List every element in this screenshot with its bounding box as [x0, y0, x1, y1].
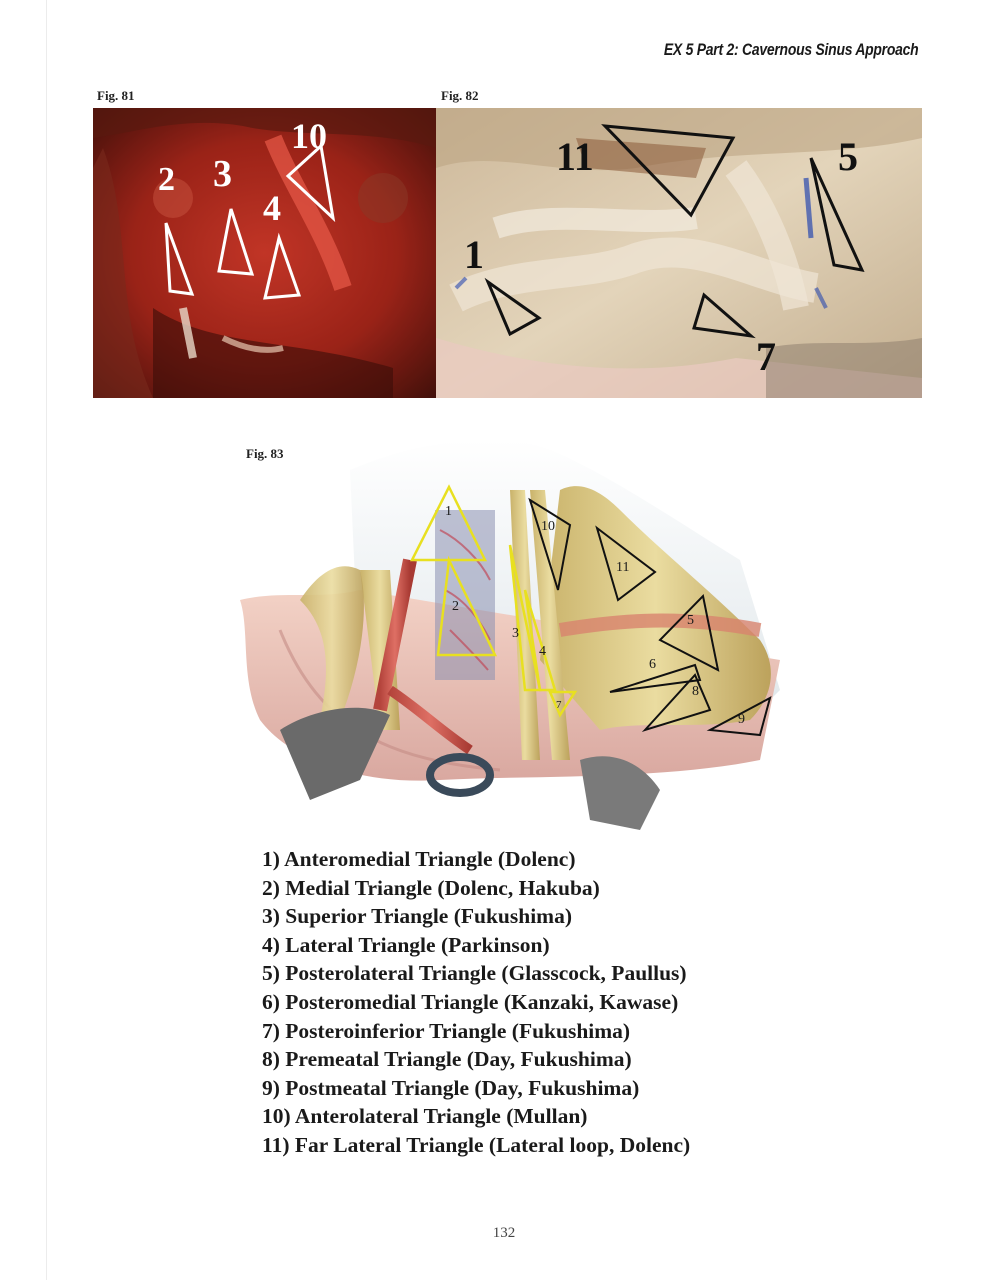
legend-item: 5) Posterolateral Triangle (Glasscock, Paullus)	[262, 961, 687, 986]
fig-83-marker-6: 6	[649, 657, 656, 672]
fig-81-marker-10: 10	[291, 116, 327, 156]
page-edge	[46, 0, 47, 1280]
fig-83-marker-10: 10	[541, 519, 555, 534]
fig-83-marker-2: 2	[452, 599, 459, 614]
fig-83-marker-9: 9	[738, 712, 745, 727]
fig-83-marker-11: 11	[616, 560, 630, 575]
page-number: 132	[492, 1225, 516, 1241]
fig-81-marker-2: 2	[158, 161, 175, 198]
triangle-legend	[262, 845, 690, 1160]
legend-item: 8) Premeatal Triangle (Day, Fukushima)	[262, 1047, 632, 1072]
fig-83-marker-5: 5	[687, 613, 694, 628]
legend-item: 3) Superior Triangle (Fukushima)	[262, 904, 572, 929]
legend-item: 11) Far Lateral Triangle (Lateral loop, Dolenc)	[262, 1132, 691, 1157]
fig-83-marker-3: 3	[512, 626, 519, 641]
legend-item: 9) Postmeatal Triangle (Day, Fukushima)	[262, 1075, 640, 1100]
fig-82-marker-11: 11	[556, 134, 594, 179]
fig-81-label: Fig. 81	[97, 88, 135, 103]
fig-83-marker-4: 4	[539, 644, 546, 659]
fig-83-marker-8: 8	[692, 684, 699, 699]
running-header: EX 5 Part 2: Cavernous Sinus Approach	[663, 40, 918, 59]
fig-82-specimen-photo	[436, 108, 922, 398]
fig-83-marker-7: 7	[556, 699, 562, 711]
fig-82-marker-5: 5	[838, 134, 858, 179]
fig-82-marker-1: 1	[464, 232, 484, 277]
fig-81-marker-4: 4	[263, 188, 281, 228]
legend-item: 2) Medial Triangle (Dolenc, Hakuba)	[262, 875, 600, 900]
fig-83-label: Fig. 83	[246, 446, 284, 461]
legend-item: 6) Posteromedial Triangle (Kanzaki, Kawase)	[262, 989, 679, 1014]
fig-81-surgical-photo	[93, 108, 436, 398]
legend-item: 7) Posteroinferior Triangle (Fukushima)	[262, 1018, 631, 1043]
legend-item: 1) Anteromedial Triangle (Dolenc)	[262, 847, 576, 871]
fig-83-marker-1: 1	[445, 504, 452, 519]
fig-81-marker-3: 3	[213, 153, 232, 195]
fig-83-illustration	[240, 430, 780, 830]
legend-item: 4) Lateral Triangle (Parkinson)	[262, 932, 550, 957]
fig-82-marker-7: 7	[756, 334, 776, 379]
legend-item: 10) Anterolateral Triangle (Mullan)	[262, 1104, 588, 1129]
fig-82-label: Fig. 82	[441, 88, 479, 103]
